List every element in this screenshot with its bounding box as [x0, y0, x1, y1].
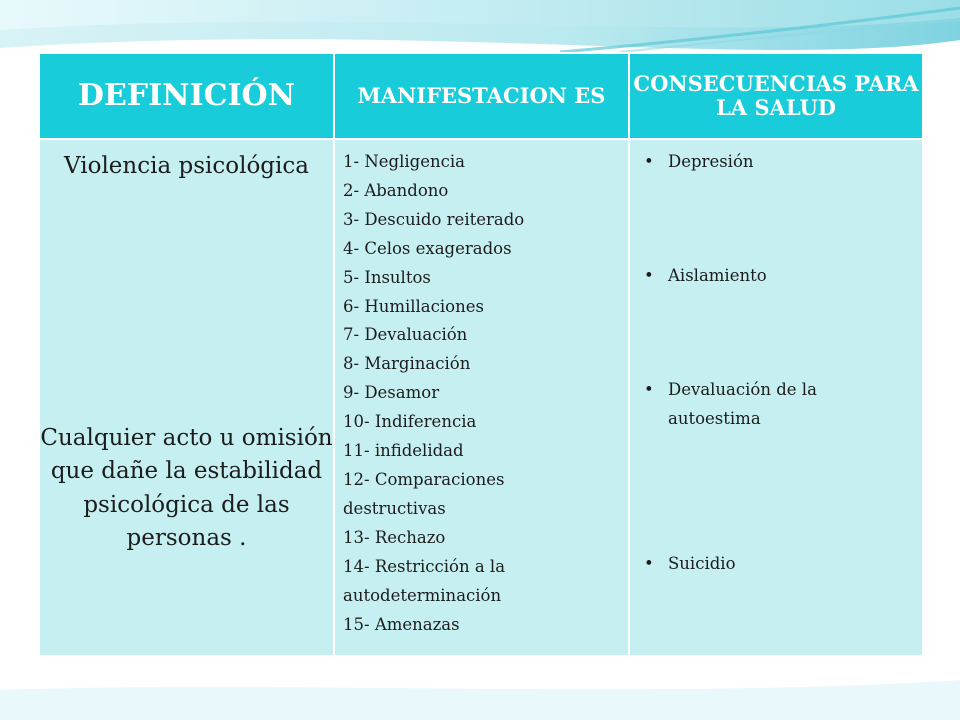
list-item — [644, 376, 912, 434]
list-item: 7- Devaluación — [343, 325, 468, 345]
list-item-text: Depresión — [668, 152, 754, 171]
bullet-icon: • — [644, 554, 654, 573]
list-item — [644, 262, 912, 291]
list-item: 1- Negligencia — [343, 152, 465, 171]
header-consequences: CONSECUENCIAS PARA LA SALUD — [629, 53, 923, 139]
bullet-icon: • — [644, 266, 654, 285]
definition-term: Violencia psicológica — [64, 153, 309, 179]
list-item-text: 12- Comparaciones destructivas — [343, 469, 505, 518]
table-row — [39, 139, 923, 656]
list-item: 10- Indiferencia — [343, 412, 477, 432]
list-item: 2- Abandono — [343, 180, 449, 200]
list-item: 11- infidelidad — [343, 441, 464, 461]
list-item-text: 14- Restricción a la autodeterminación — [343, 556, 506, 605]
list-item: 5- Insultos — [343, 267, 431, 287]
definition-description: Cualquier acto u omisión que dañe la estabilidad psicológica de las personas . — [40, 425, 333, 552]
bullet-icon: • — [644, 152, 654, 171]
list-item-text: Devaluación de la autoestima — [668, 380, 817, 428]
list-item — [644, 550, 912, 579]
list-item: 6- Humillaciones — [343, 296, 484, 316]
list-item — [644, 148, 912, 177]
bullet-icon: • — [644, 380, 654, 399]
list-item — [343, 553, 620, 611]
list-item-text: Suicidio — [668, 554, 736, 573]
violence-table — [38, 52, 924, 657]
list-item — [343, 466, 620, 524]
list-item: 9- Desamor — [343, 383, 440, 403]
consequences-list — [630, 140, 922, 655]
manifestations-list — [335, 140, 628, 639]
header-definition: DEFINICIÓN — [39, 53, 334, 139]
list-item: 13- Rechazo — [343, 527, 446, 547]
consequences-cell — [629, 139, 923, 656]
list-item-text: Aislamiento — [668, 266, 767, 285]
list-item: 15- Amenazas — [343, 614, 460, 634]
list-item: 4- Celos exagerados — [343, 238, 512, 258]
definition-cell — [39, 139, 334, 656]
table-header-row — [39, 53, 923, 139]
header-manifestations: MANIFESTACION ES — [334, 53, 629, 139]
manifestations-cell — [334, 139, 629, 656]
list-item: 8- Marginación — [343, 354, 471, 374]
list-item: 3- Descuido reiterado — [343, 209, 525, 229]
